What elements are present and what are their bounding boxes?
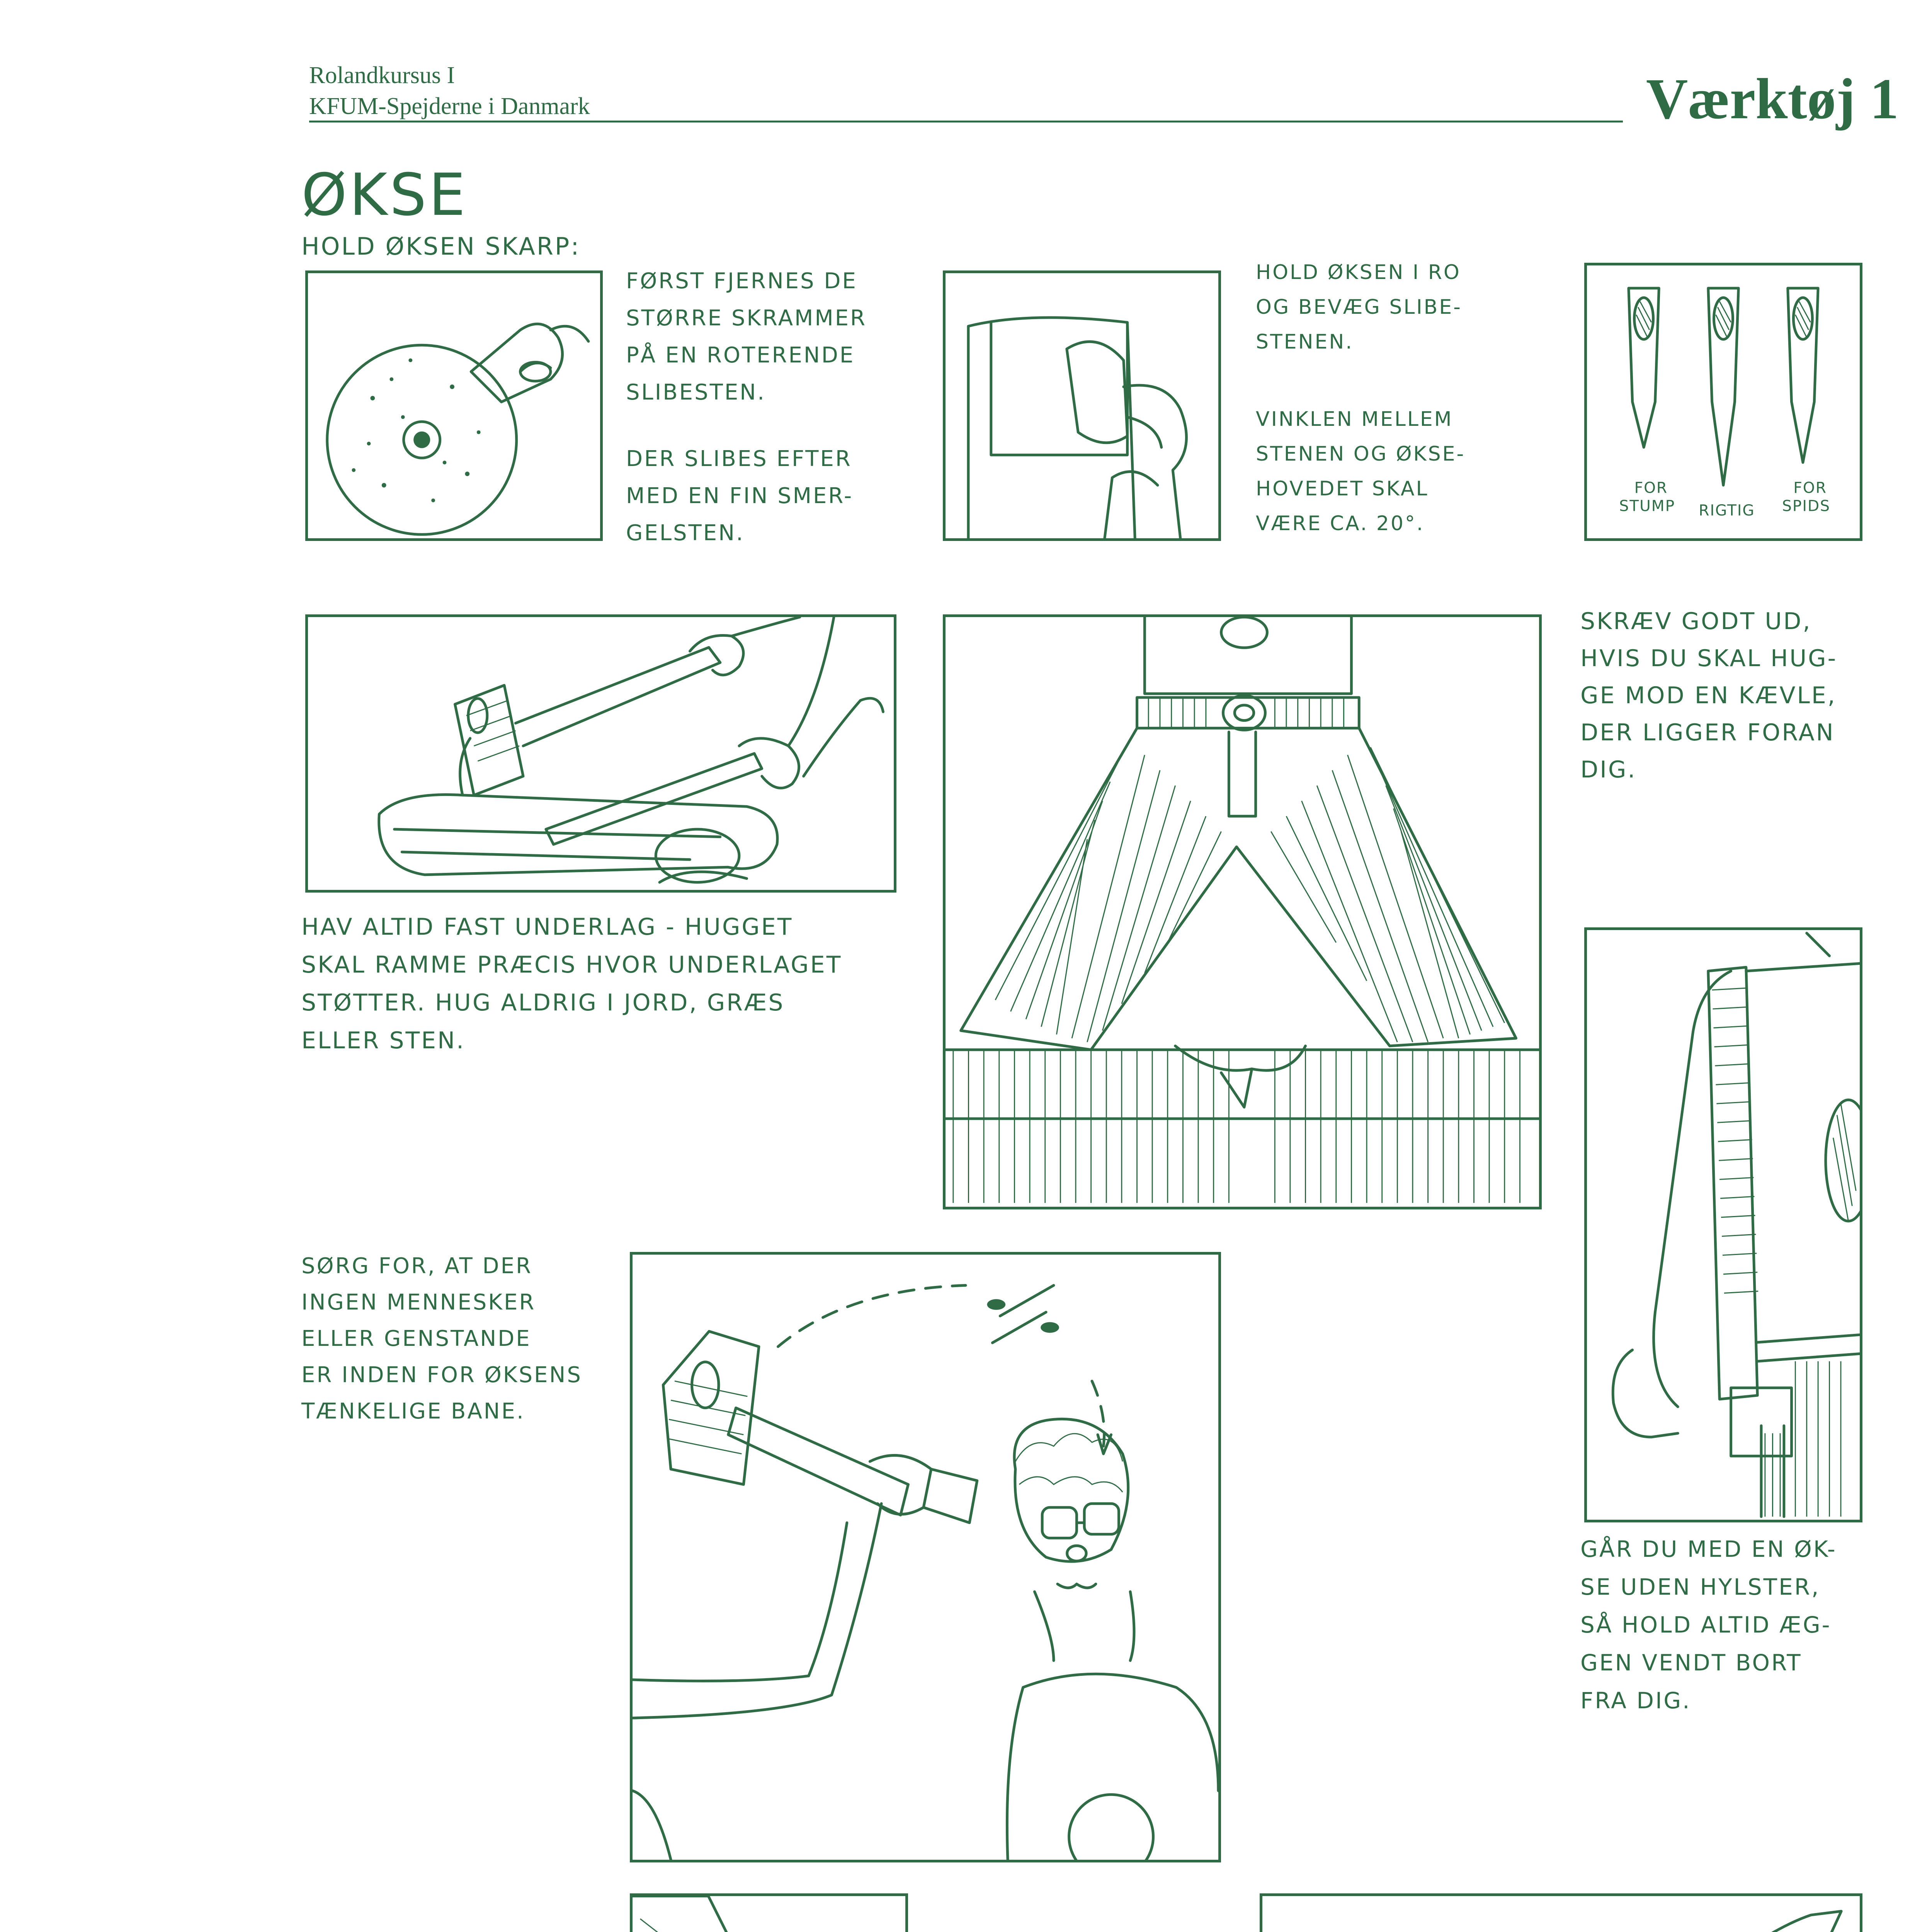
grindstone-panel [305, 270, 603, 541]
head-fast-illustration [633, 1896, 905, 1932]
right-blade-icon [1708, 288, 1738, 485]
blade-label-right: RIGTIG [1699, 502, 1755, 520]
support-text: HAV ALTID FAST UNDERLAG - HUGGET SKAL RAMME PRÆCIS HVOR UNDERLAGET STØTTER. HUG ALDRIG I JORD, GRÆS ELLER STEN. [301, 913, 842, 1054]
hold-still-text: HOLD ØKSEN I RO OG BEVÆG SLIBE- STENEN. [1256, 261, 1462, 354]
blade-label-pointed-1: FOR [1793, 479, 1827, 497]
grindstone-illustration [308, 273, 600, 538]
stance-panel [943, 614, 1542, 1209]
carry-axe-panel [1584, 927, 1862, 1522]
blunt-blade-icon [1629, 288, 1659, 447]
course-name: Rolandkursus I [309, 62, 455, 88]
head-fast-panel [630, 1893, 908, 1932]
swing-danger-panel [630, 1252, 1221, 1862]
stance-illustration [946, 617, 1539, 1207]
whetstone-illustration [946, 273, 1218, 538]
blade-label-blunt [1619, 479, 1675, 515]
blade-profiles-panel [1584, 263, 1862, 541]
swing-illustration [633, 1255, 1218, 1860]
organization-name: KFUM-Spejderne i Danmark [309, 93, 590, 119]
grinding-text: FØRST FJERNES DE STØRRE SKRAMMER PÅ EN ROTERENDE SLIBESTEN. [626, 269, 867, 405]
carry-text: GÅR DU MED EN ØK- SE UDEN HYLSTER, SÅ HOLD ALTID ÆG- GEN VENDT BORT FRA DIG. [1580, 1536, 1837, 1714]
whetstone-panel [943, 270, 1221, 541]
chopping-support-panel [305, 614, 896, 893]
carry-illustration [1587, 930, 1860, 1520]
section-title: Værktøj 1 [1646, 67, 1899, 131]
stance-text: SKRÆV GODT UD, HVIS DU SKAL HUG- GE MOD EN KÆVLE, DER LIGGER FORAN DIG. [1580, 608, 1838, 783]
fine-grinding-text: DER SLIBES EFTER MED EN FIN SMER- GELSTEN. [626, 446, 854, 546]
chopping-block-illustration [1262, 1896, 1860, 1932]
header-rule [309, 121, 1623, 122]
angle-text: VINKLEN MELLEM STENEN OG ØKSE- HOVEDET SKAL VÆRE CA. 20°. [1256, 408, 1466, 535]
blade-label-blunt-1: FOR [1634, 479, 1668, 497]
blade-label-blunt-2: STUMP [1619, 497, 1675, 515]
blade-label-pointed [1782, 479, 1830, 515]
pointed-blade-icon [1788, 288, 1818, 463]
chopping-block-panel [1260, 1893, 1862, 1932]
blade-profiles-illustration [1587, 265, 1860, 538]
page-title: ØKSE [301, 162, 468, 229]
blade-label-pointed-2: SPIDS [1782, 497, 1831, 515]
chopping-illustration [308, 617, 894, 890]
clear-area-text: SØRG FOR, AT DER INGEN MENNESKER ELLER GENSTANDE ER INDEN FOR ØKSENS TÆNKELIGE BANE. [301, 1253, 582, 1424]
subtitle-sharp: HOLD ØKSEN SKARP: [301, 232, 581, 260]
